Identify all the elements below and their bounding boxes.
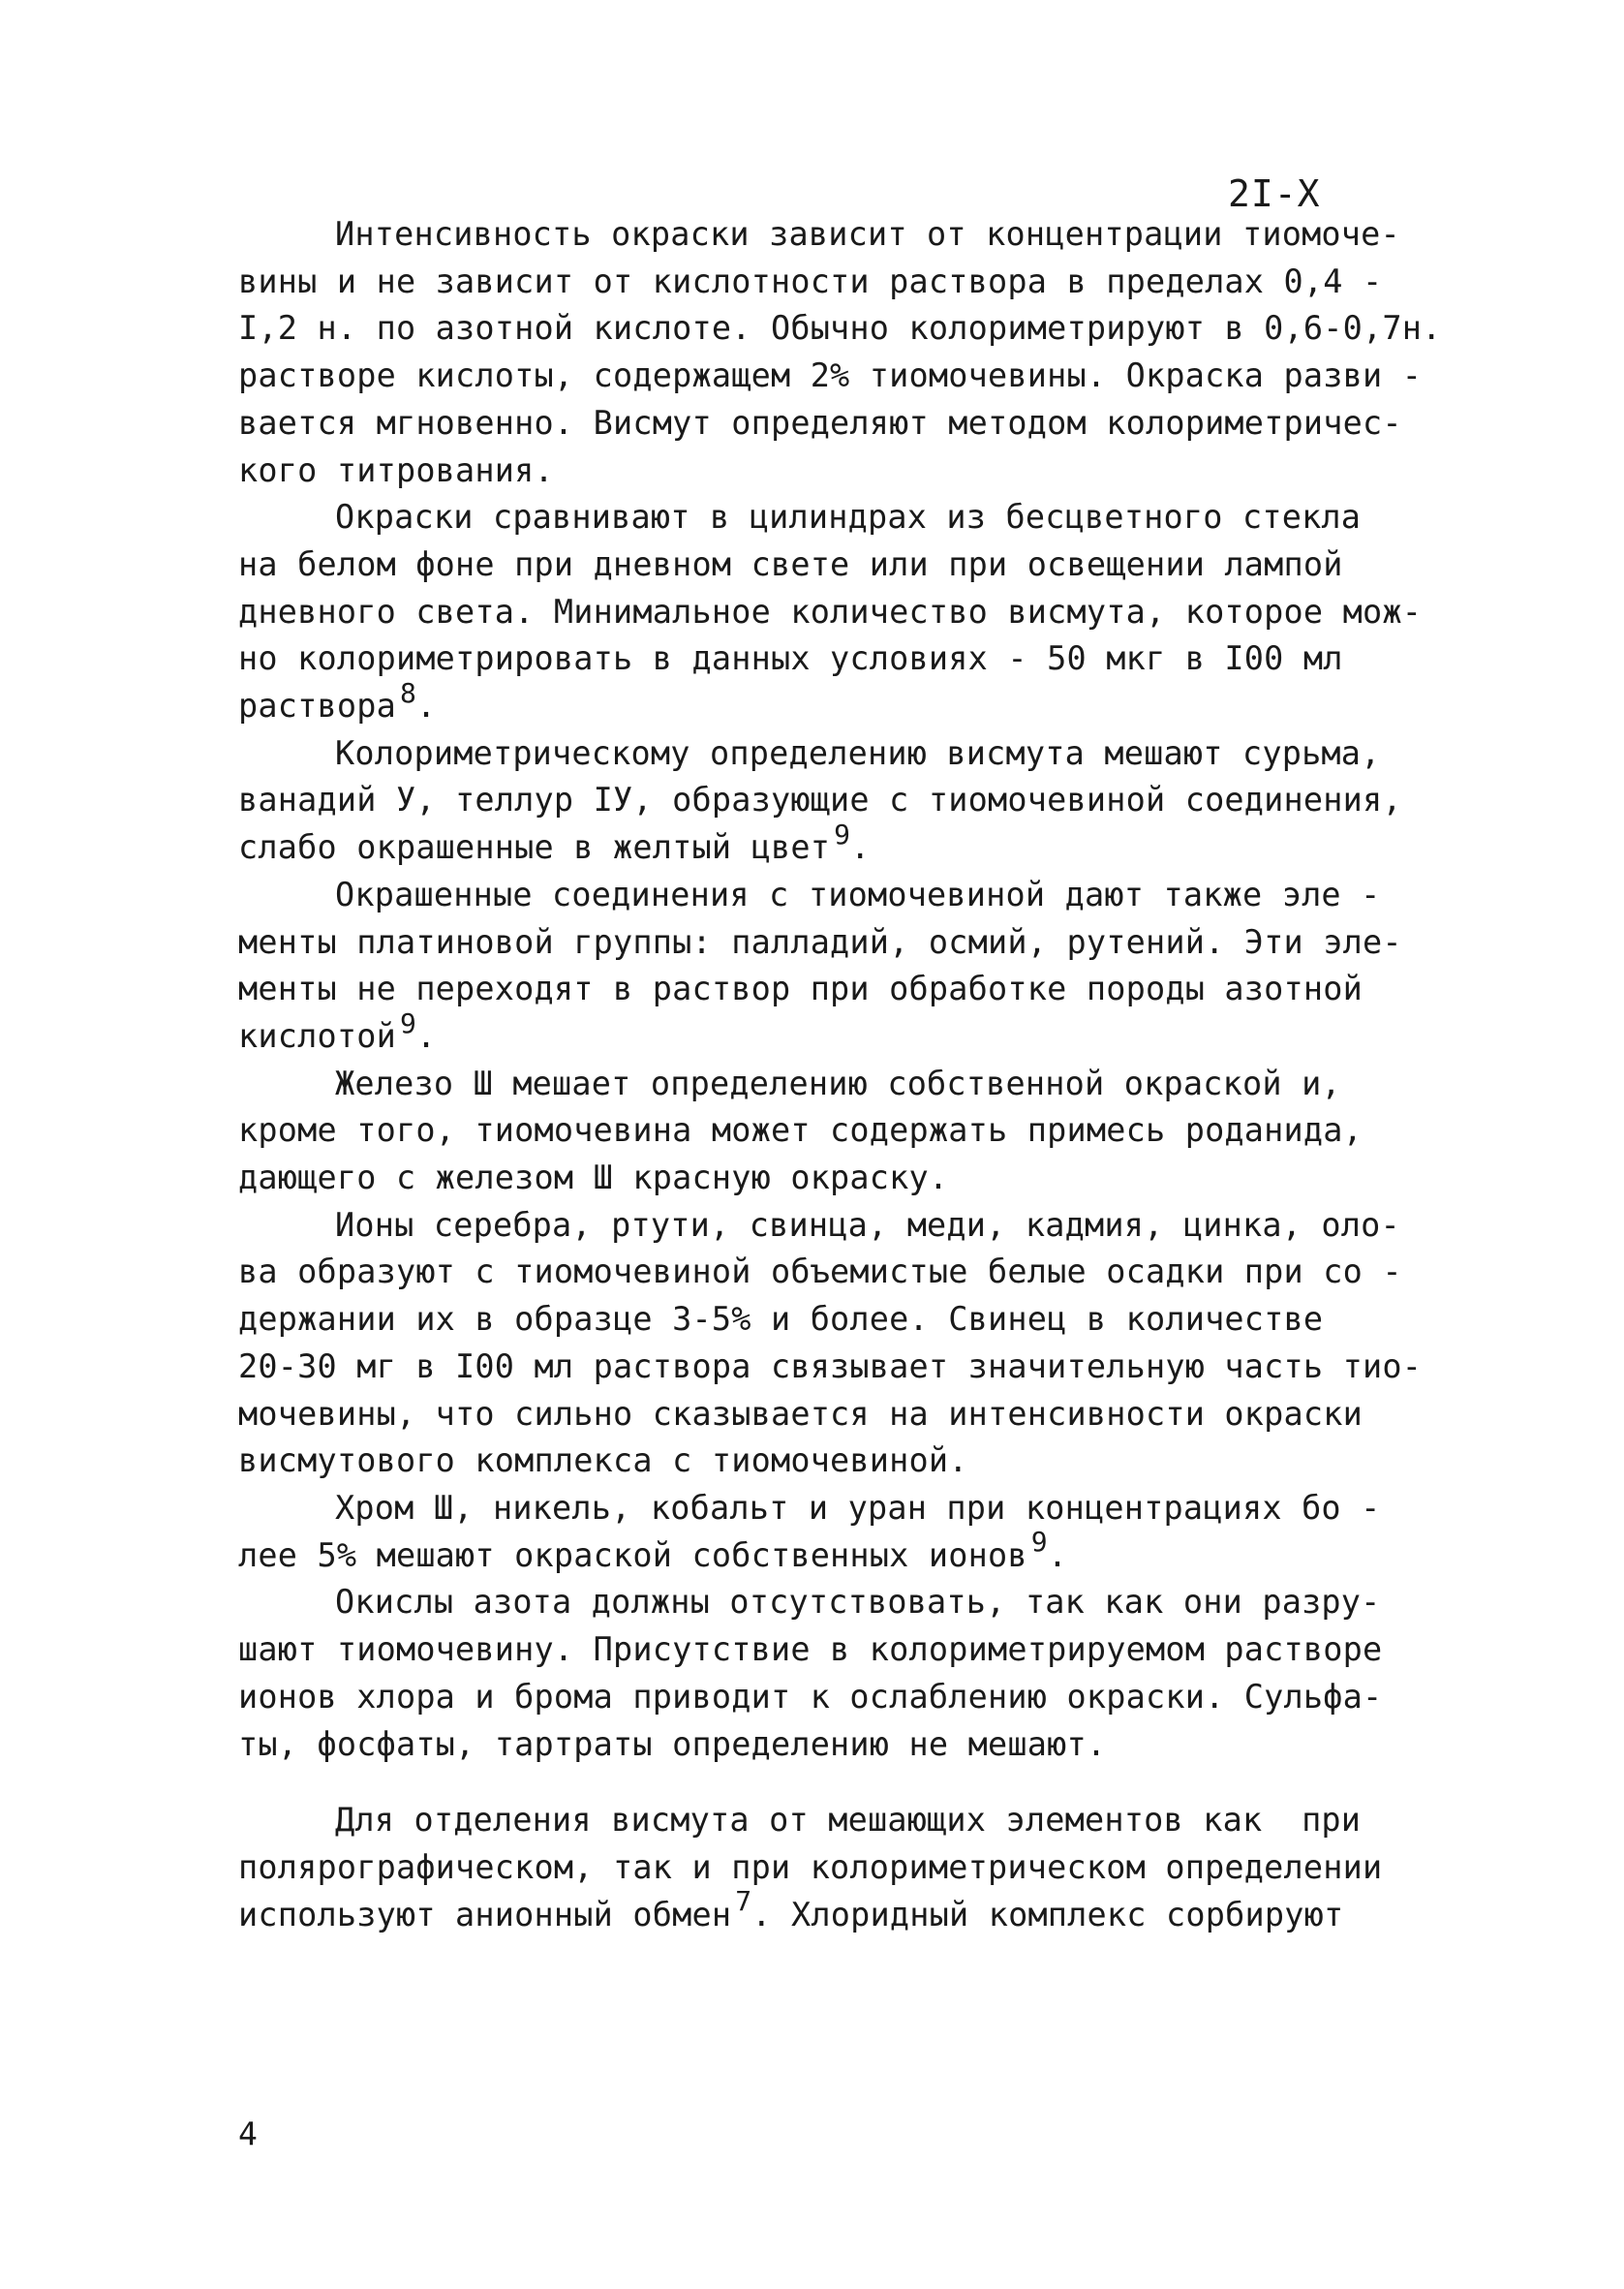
text-line: но колориметрировать в данных условиях - 50 мкг в I00 мл bbox=[238, 639, 1343, 678]
line-end: . Хлоридный комплекс сорбируют bbox=[751, 1895, 1344, 1933]
text-line: Ионы серебра, ртути, свинца, меди, кадмия, цинка, оло- bbox=[335, 1205, 1400, 1244]
text-line: Окислы азота должны отсутствовать, так как они разру- bbox=[335, 1583, 1381, 1622]
line-text: используют анионный обмен bbox=[238, 1895, 732, 1933]
text-line: вается мгновенно. Висмут определяют методом колориметричес- bbox=[238, 403, 1402, 442]
paragraph bbox=[238, 872, 1429, 1061]
paragraph bbox=[238, 1797, 1429, 1938]
line-end: . bbox=[416, 1016, 437, 1055]
body-text bbox=[238, 211, 1442, 1938]
text-line: полярографическом, так и при колориметрическом определении bbox=[238, 1847, 1383, 1886]
text-line: вины и не зависит от кислотности раствора в пределах 0,4 - bbox=[238, 262, 1383, 300]
line-end: . bbox=[416, 687, 437, 726]
text-line: держании их в образце 3-5% и более. Свинец в количестве bbox=[238, 1300, 1324, 1339]
reference-superscript: 9 bbox=[399, 1006, 417, 1039]
text-line: Железо Ш мешает определению собственной окраской и, bbox=[335, 1064, 1341, 1102]
page-number: 4 bbox=[238, 2115, 258, 2152]
text-line: Для отделения висмута от мешающих элементов как при bbox=[335, 1801, 1362, 1840]
text-line bbox=[238, 1006, 1429, 1061]
text-line: ванадий У, теллур IУ, образующие с тиомочевиной соединения, bbox=[238, 781, 1402, 820]
text-line: I,2 н. по азотной кислоте. Обычно колориметрируют в 0,6-0,7н. bbox=[238, 309, 1442, 348]
text-line: на белом фоне при дневном свете или при освещении лампой bbox=[238, 544, 1343, 583]
reference-superscript: 7 bbox=[735, 1885, 752, 1918]
text-line bbox=[238, 818, 1429, 872]
text-line bbox=[238, 1526, 1429, 1580]
paragraph bbox=[238, 730, 1429, 872]
text-line: менты платиновой группы: палладий, осмий, рутений. Эти эле- bbox=[238, 922, 1402, 961]
text-line: шают тиомочевину. Присутствие в колориметрируемом растворе bbox=[238, 1630, 1383, 1669]
paragraph bbox=[238, 211, 1442, 494]
text-line: растворе кислоты, содержащем 2% тиомочевины. Окраска разви - bbox=[238, 356, 1423, 395]
text-line: кроме того, тиомочевина может содержать примесь роданида, bbox=[238, 1111, 1364, 1150]
line-text: раствора bbox=[238, 687, 396, 726]
text-line: дневного света. Минимальное количество висмута, которое мож- bbox=[238, 592, 1423, 631]
text-line: 20-30 мг в I00 мл раствора связывает значительную часть тио- bbox=[238, 1346, 1423, 1385]
text-line: Хром Ш, никель, кобальт и уран при концентрациях бо - bbox=[335, 1488, 1381, 1527]
text-line: Окраски сравнивают в цилиндрах из бесцветного стекла bbox=[335, 498, 1362, 537]
paragraph bbox=[238, 1485, 1429, 1579]
line-text: слабо окрашенные в желтый цвет bbox=[238, 828, 831, 867]
paragraph bbox=[238, 494, 1429, 730]
paragraph-gap bbox=[238, 1768, 1429, 1797]
text-line: дающего с железом Ш красную окраску. bbox=[238, 1159, 949, 1197]
reference-superscript: 9 bbox=[1030, 1526, 1048, 1559]
line-end: . bbox=[1047, 1535, 1068, 1574]
text-line: менты не переходят в раствор при обработке породы азотной bbox=[238, 970, 1364, 1008]
text-line: ионов хлора и брома приводит к ослаблению окраски. Сульфа- bbox=[238, 1677, 1383, 1716]
text-line: кого титрования. bbox=[238, 450, 554, 489]
text-line: мочевины, что сильно сказывается на интенсивности окраски bbox=[238, 1394, 1364, 1433]
text-line: ва образуют с тиомочевиной объемистые белые осадки при со - bbox=[238, 1253, 1402, 1291]
text-line: Окрашенные соединения с тиомочевиной дают также эле - bbox=[335, 875, 1381, 913]
text-line bbox=[238, 1885, 1429, 1939]
text-line: висмутового комплекса с тиомочевиной. bbox=[238, 1441, 968, 1480]
text-line: Интенсивность окраски зависит от концентрации тиомоче- bbox=[335, 215, 1400, 253]
text-line: ты, фосфаты, тартраты определению не мешают. bbox=[238, 1724, 1107, 1763]
reference-superscript: 8 bbox=[399, 676, 417, 709]
line-text: кислотой bbox=[238, 1016, 396, 1055]
paragraph bbox=[238, 1579, 1429, 1768]
text-line: Колориметрическому определению висмута мешают сурьма, bbox=[335, 733, 1381, 772]
paragraph bbox=[238, 1202, 1429, 1485]
reference-superscript: 9 bbox=[834, 818, 851, 851]
text-line bbox=[238, 676, 1429, 730]
paragraph bbox=[238, 1061, 1429, 1202]
line-end: . bbox=[850, 828, 871, 867]
line-text: лее 5% мешают окраской собственных ионов bbox=[238, 1535, 1027, 1574]
page-code: 2I-X bbox=[1228, 172, 1321, 215]
